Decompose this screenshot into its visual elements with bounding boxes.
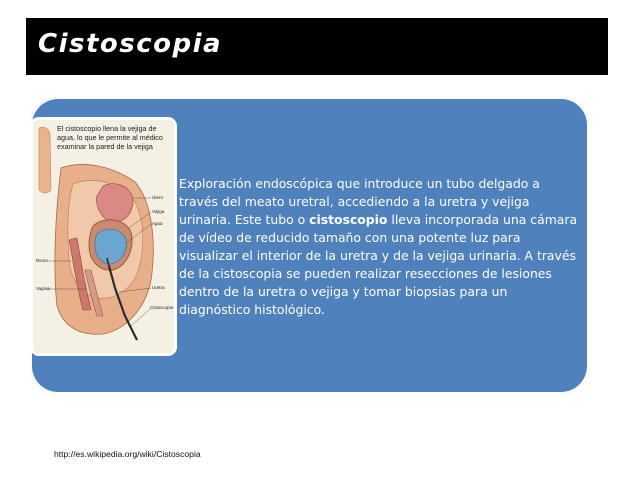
label-agua: Agua <box>152 221 163 226</box>
label-uretra: Uretra <box>152 285 165 290</box>
body-paragraph <box>179 175 581 319</box>
anatomy-illustration <box>33 120 174 353</box>
label-vejiga: Vejiga <box>152 209 165 214</box>
illustration-caption: El cistoscopio llena la vejiga de agua, lo que le permite al médico examinar la pared de la vejiga <box>57 124 163 151</box>
body-text-part1: Exploración endoscópica que introduce un tubo delgado a través del meato uretral, accediendo a la uretra y vejiga urinaria. Este tubo o <box>179 176 540 227</box>
label-utero: Útero <box>152 195 164 200</box>
label-cistoscopio: Cistoscopio <box>150 305 174 310</box>
label-recto: Recto <box>36 258 48 263</box>
slide-title: Cistoscopia <box>38 29 223 59</box>
title-bar <box>26 18 608 75</box>
body-text-part2: lleva incorporada una cámara de vídeo de reducido tamaño con una potente luz para visualizar el interior de la uretra y de la vejiga urinaria. A través de la cistoscopia se pueden realizar resecciones de lesiones dentro de la uretra o vejiga y tomar biopsias para un diagnóstico histológico. <box>179 212 578 317</box>
body-text-bold: cistoscopio <box>309 212 388 227</box>
label-vagina: Vagina <box>36 286 50 291</box>
cystoscopy-diagram <box>33 120 174 353</box>
source-link[interactable]: http://es.wikipedia.org/wiki/Cistoscopia <box>54 449 201 459</box>
